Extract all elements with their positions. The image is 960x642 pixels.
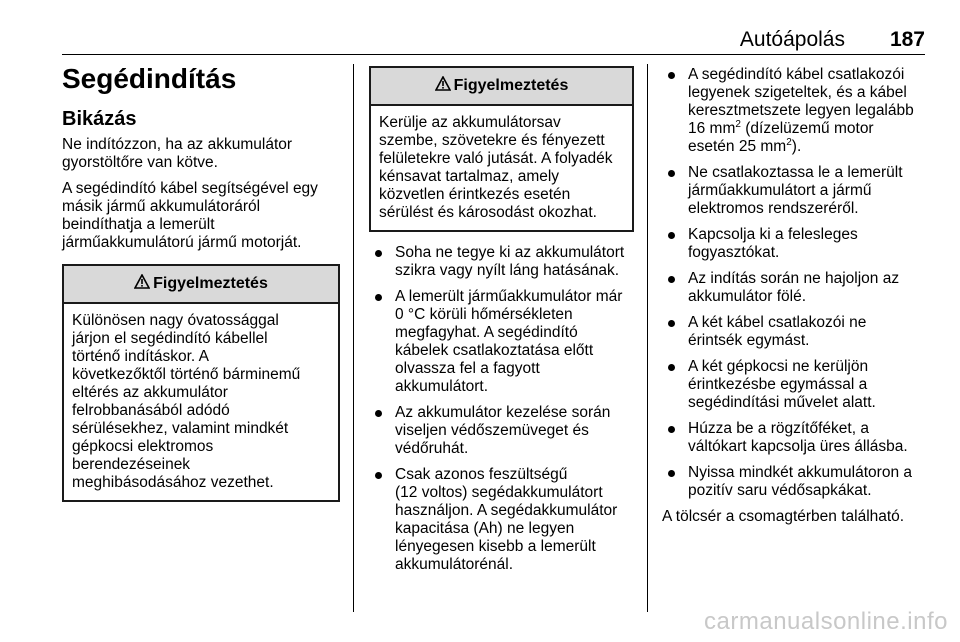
warning-title: Figyelmeztetés [153,275,268,292]
list-item-text: A segédindító kábel csatlakozói legyenek szigeteltek, és a kábel keresztmetszete legyen legalább 16 $mm^2$ (dízelüzemű motor esetén 25 $mm^2$). [688,66,914,155]
list-item [662,358,952,412]
paragraph: Ne indítózzon, ha az akkumulátor gyorstöltőre van kötve. [62,136,293,171]
list-item-text: Az indítás során ne hajoljon az akkumulátor fölé. [688,270,900,305]
list-item-text: Az akkumulátor kezelése során viseljen védőszemüveget és védőruhát. [395,404,611,457]
bullet-list [369,244,634,574]
list-item [662,420,952,456]
warning-triangle-icon [435,76,451,96]
header-rule [62,54,925,55]
list-item [662,226,952,262]
bullet-icon [375,472,382,479]
bullet-icon [375,294,382,301]
list-item-text: Ne csatlakoztassa le a lemerült járműakkumulátort a jármű elektromos rendszeréről. [688,164,903,217]
list-item-text: Nyissa mindkét akkumulátoron a pozitív saru védősapkákat. [688,464,912,499]
bullet-icon [668,320,675,327]
column-2 [369,66,634,582]
list-item-text: Kapcsolja ki a felesleges fogyasztókat. [688,226,858,261]
page-title: Segédindítás [62,63,237,94]
watermark: carmanualsonline.info [704,608,948,635]
page-header [0,26,960,54]
list-item-text: A lemerült járműakkumulátor már 0 °C körüli hőmérsékleten megfagyhat. A segédindító kábelek csatlakoztatása előtt olvassza fel a fagyott akkumulátort. [395,288,623,395]
warning-header [371,68,632,106]
list-item [662,314,952,350]
column-3 [662,66,952,526]
warning-box [369,66,634,232]
closing-paragraph: A tölcsér a csomagtérben található. [662,508,905,525]
list-item-text: Soha ne tegye ki az akkumulátort szikra vagy nyílt láng hatásának. [395,244,625,279]
list-item [369,288,634,396]
paragraph: A segédindító kábel segítségével egy másik jármű akkumulátoráról beindíthatja a lemerült járműakkumulátorú jármű motorját. [62,180,318,251]
warning-text: Különösen nagy óvatossággal járjon el segédindító kábellel történő indításkor. A következőktől történő bárminemű eltérés az akkumulátor felrobbanásából adódó sérülésekhez, valamint mindkét gépkocsi elektromos berendezéseinek meghibásodásához vezethet. [72,312,301,491]
bullet-icon [668,170,675,177]
column-divider [647,64,648,612]
bullet-icon [375,410,382,417]
bullet-icon [668,470,675,477]
list-item [369,404,634,458]
bullet-icon [375,250,382,257]
list-item-text: A két kábel csatlakozói ne érintsék egymást. [688,314,867,349]
warning-triangle-icon [134,274,150,294]
list-item [662,270,952,306]
list-item-text: A két gépkocsi ne kerüljön érintkezésbe egymással a segédindítási művelet alatt. [688,358,876,411]
list-item [369,466,634,574]
section-title: Autóápolás [739,28,845,51]
bullet-icon [668,72,675,79]
column-divider [353,64,354,612]
warning-title: Figyelmeztetés [453,77,569,94]
column-1 [62,62,340,502]
list-item [662,464,952,500]
list-item [662,164,952,218]
bullet-icon [668,232,675,239]
bullet-icon [668,276,675,283]
warning-header [64,266,338,304]
bullet-list [662,66,952,500]
warning-text: Kerülje az akkumulátorsav szembe, szövetekre és fényezett felületekre való jutását. A folyadék kénsavat tartalmaz, amely közvetlen érintkezés esetén sérülést és károsodást okozhat. [379,114,613,221]
page-number: 187 [889,28,925,51]
section-subtitle: Bikázás [62,108,137,130]
bullet-icon [668,364,675,371]
list-item-text: Húzza be a rögzítőféket, a váltókart kapcsolja üres állásba. [688,420,908,455]
list-item-text: Csak azonos feszültségű (12 voltos) segédakkumulátort használjon. A segédakkumulátor kapacitása (Ah) ne legyen lényegesen kisebb a lemerült akkumulátorénál. [395,466,618,573]
bullet-icon [668,426,675,433]
list-item [662,66,952,156]
list-item [369,244,634,280]
warning-box [62,264,340,502]
